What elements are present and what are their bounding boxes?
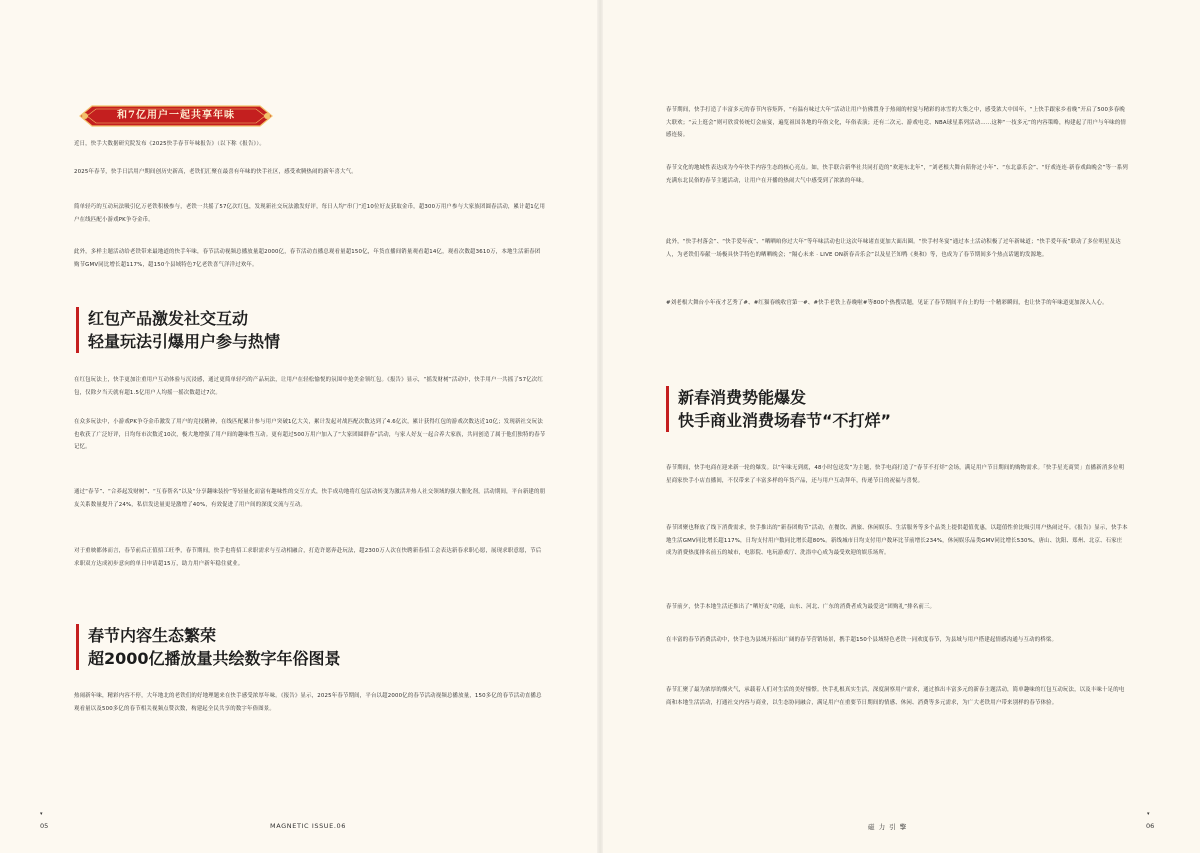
paragraph: 春节文化的地域性表达成为今年快手内容生态的核心亮点。如，快手联合新华社共同打造的“欢迎东北年”，“刘老根大舞台陪你过小年”、“东北嘉乐会”、“好戏连连·新春戏曲晚会”等一系列充满东北民俗的春节主题活动，让用户在开播的热闹大气中感受到了浓浓的年味。 <box>666 165 1128 184</box>
paragraph: 春节前夕，快手本地生活还推出了“晒好友”功能，山东、河北、广东的消费者成为最爱送“团购礼”排名前三。 <box>666 604 936 610</box>
paragraph: 通过“春节”、“合养起发财树”、“互春帮名”以及“分享翻味装扮”等轻量化而富有趣味性的交互方式，快手成功地将红包活动转变为激活并热人社交领域的强大催化剂，活动期间，平台新建的朋友关系数量提升了24%，私信发送量更是激增了40%，有效促进了用户间的深度交流与互动。 <box>74 489 546 508</box>
heading-line-1: 红包产品激发社交互动 <box>88 309 249 328</box>
paragraph: 对于重映都体而言，春节前后正值招工旺季，春节期间，快手也将招工求职需求与互动相融合，打造许愿奔赴玩法，超2300万人次在快聘新春招工会表达新春求职心愿，展现求职意愿，节后求职双方达成初步意向的单日申请超15万，助力用户新年稳住就业。 <box>74 548 542 567</box>
paragraph: 在红包玩法上，快手更加注重用户互动体验与沉浸感，通过更简单轻巧的产品玩法，让用户在轻松愉悦的氛围中抢美金领红包。《报告》显示，“摇发财树”活动中，快手用户一共摇了57亿次红包，仅除夕当天就有超1.5亿用户人均摇一摇次数超过7次。 <box>74 377 543 396</box>
spine-gutter <box>597 0 603 853</box>
banner-title: 和7亿用户一起共享年味 <box>117 110 235 121</box>
paragraph: 春节汇聚了最为浓厚的烟火气，承载着人们对生活的美好憧憬。快手扎根真实生活，深度洞察用户需求，通过推出丰富多元的新春主题活动，简单趣味的红包互动玩法，以及丰味十足的电商和本地生活活动，打通社交内容与商业，以生态协同融合，满足用户在重要节日期间的情感、休闲、消费等多元需求，为广大老铁用户带来别样的春节体验。 <box>666 687 1125 706</box>
heading-line-1: 新春消费势能爆发 <box>678 388 807 407</box>
section-heading <box>666 386 891 432</box>
paragraph: 近日，快手大数据研究院发布《2025快手春节年味报告》（以下称《报告》）。 <box>74 141 265 147</box>
magazine-title: 磁 力 引 擎 <box>868 823 908 831</box>
paragraph: 此外，“快手村落会”、“快手爱年夜”、“晒晒咱你过大年”等年味活动也让这次年味诸直更加大面出圈。“快手村冬宴”通过本土活动积极了过年新味道；“快手爱年夜”联动了多位明星及达人，为老铁们奉献一场极具快手特色的晒晒晚会；“隔心未来 · LIVE ON新春音乐会”以及星芒知鸭《奥和》等，也成为了春节期间多个热点话题的发源地。 <box>666 239 1121 258</box>
folio-marker-icon: ▾ <box>40 811 43 817</box>
paragraph: 在丰富的春节消费活动中，快手也为县域开拓出广阔的春节营销场景，携手超150个县域特色老铁一同欢度春节，为县域与用户搭建起情感沟通与互动的桥梁。 <box>666 637 1058 643</box>
section-heading <box>76 307 280 353</box>
paragraph: 在众多玩法中，小游戏PK争夺金币激发了用户的竞技精神，在线匹配累计参与用户突破1亿大关，累计发起对战匹配次数达到了4.6亿次，累计获得红包的游戏次数达近10亿；发现新社交玩法也收获了广泛好评，日均每市次数近10次，极大地增强了用户间的趣味性互动。更有超过500万用户加入了“大家团圆群春”活动，与家人好友一起合养大家族，共同创造了属于他们独特的春节记忆。 <box>74 419 546 450</box>
page-number: 05 <box>40 822 49 830</box>
paragraph: 春节期间，快手电商在迎来新一轮的爆发。以“年味无到底，48小时包送发”为主题，快手电商打造了“春节不打烊”会场，满足用户节日期间的购物需求。「快手星光商贸」直播新消多位明星商家快手小店直播间，不仅带来了丰富多样的年货产品，还与用户互动拜年，传递节日的祝福与喜悦。 <box>666 465 1125 484</box>
paragraph: 此外，多样主题活动给老铁带来最地道的快手年味，春节活动视频总播放量超2000亿，春节活动直播总观看量超150亿，年货直播间销量观看超14亿，观看次数超3610万，本地生活新春团购节GMV同比增长超117%，超150个县域特色7亿老铁喜气洋洋过欢年。 <box>74 249 541 268</box>
paragraph: 简单轻巧的互动玩法吸引亿万老铁积极参与，老铁一共摇了57亿次红包，发现新社交玩法激发好评，每日人均“串门”近10位好友获取金币，超300万用户参与大家族团圆春活动，累计超1亿用户在线匹配小游戏PK争夺金币。 <box>74 204 546 223</box>
paragraph: 春节期间，快手打造了丰富多元的春节内容矩阵，“有温有味过大年”活动让用户仿佛置身于热闹的村宴与精彩的冰雪的大集之中，感受浓大中国年，“上快手跟家乡看晚”开启了500多春晚大联欢；“云上逛会”则可欣赏传统灯会庙宴，遍览祖国各地的年俗文化，年俗表演；还有二次元、游戏电竞、NBA球星系列活动……这种“一技多元”的内容策略，构建起了用户与年味的情感连接。 <box>666 107 1127 138</box>
magazine-title: MAGNETIC ISSUE.06 <box>270 822 347 830</box>
section-heading <box>76 624 341 670</box>
page-number: 06 <box>1146 822 1155 830</box>
folio-marker-icon: ▾ <box>1147 811 1150 817</box>
heading-line-2: 超2000亿播放量共绘数字年俗图景 <box>88 649 341 668</box>
paragraph: #刘老根大舞台小年夜才艺秀了#、#红猫春晚收官第一#、#快手老铁上春晚啦#等800个热搜话题，见证了春节期间平台上的每一个精彩瞬间，也让快手的年味道更加深入人心。 <box>666 300 1108 306</box>
paragraph: 春节团聚也释放了线下消费需求，快手推出的“新春团购节”活动，在餐饮、酒旅、休闲娱乐、生活服务等多个品类上提供超值优惠，以超值性价比吸引用户热闹过年。《报告》显示，快手本地生活GMV同比增长超117%，日均支付用户数同比增长超80%。新线城市日均支付用户数环比节前增长234%，休闲娱乐品类GMV同比增长530%，唐山、沈阳、郑州、北京、石家庄成为消费热度排名前五的城市，电影院、电玩游戏厅、洗浴中心成为最受欢迎的娱乐场所。 <box>666 525 1128 556</box>
section-banner <box>78 104 274 128</box>
heading-line-2: 轻量玩法引爆用户参与热情 <box>88 332 281 351</box>
heading-line-2: 快手商业消费场春节“不打烊” <box>678 411 892 430</box>
paragraph: 2025年春节，快手日活用户期间创历史新高，老铁们汇聚在最喜有年味的快手社区，感受欢腾热闹的新年喜大气。 <box>74 169 357 175</box>
paragraph: 热闹新年味，精彩内容不停，大年地北的老铁们的好地理题来在快手感受浓厚年味。《报告》显示，2025年春节期间，平台以超2000亿的春节活动视频总播放量，150多亿的春节活动直播总观看量以及500多亿的春节相关视频点赞次数，构建起全民共享的数字年俗图景。 <box>74 693 542 712</box>
heading-line-1: 春节内容生态繁荣 <box>88 626 217 645</box>
